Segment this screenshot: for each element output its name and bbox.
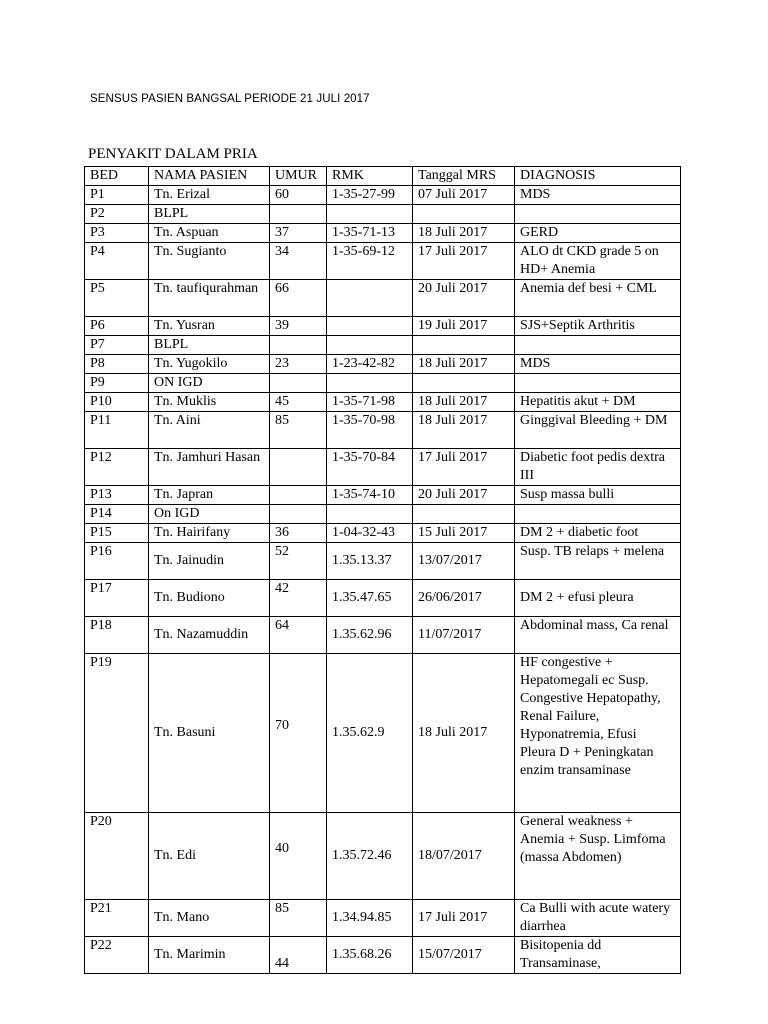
- cell-rmk: 1-04-32-43: [327, 524, 413, 543]
- cell-nama: On IGD: [149, 505, 270, 524]
- table-row: [85, 813, 681, 900]
- cell-rmk: 1.34.94.85: [327, 900, 413, 937]
- table-row: [85, 524, 681, 543]
- table-row: [85, 449, 681, 486]
- cell-nama: Tn. Mano: [149, 900, 270, 937]
- cell-diagnosis: [515, 374, 681, 393]
- cell-diagnosis: Hepatitis akut + DM: [515, 393, 681, 412]
- table-row: [85, 224, 681, 243]
- cell-nama: Tn. Japran: [149, 486, 270, 505]
- cell-tanggal: [413, 374, 515, 393]
- cell-tanggal: 26/06/2017: [413, 580, 515, 617]
- cell-tanggal: 17 Juli 2017: [413, 449, 515, 486]
- table-row: [85, 543, 681, 580]
- cell-diagnosis: SJS+Septik Arthritis: [515, 317, 681, 336]
- document-title: SENSUS PASIEN BANGSAL PERIODE 21 JULI 2017: [90, 93, 370, 105]
- table-row: [85, 937, 681, 974]
- cell-bed: P8: [85, 355, 149, 374]
- cell-bed: P20: [85, 813, 149, 900]
- cell-tanggal: [413, 336, 515, 355]
- cell-umur: 70: [270, 654, 327, 813]
- cell-nama: BLPL: [149, 205, 270, 224]
- cell-tanggal: 18/07/2017: [413, 813, 515, 900]
- cell-nama: Tn. Jainudin: [149, 543, 270, 580]
- cell-nama: Tn. Nazamuddin: [149, 617, 270, 654]
- cell-bed: P4: [85, 243, 149, 280]
- cell-diagnosis: [515, 505, 681, 524]
- cell-bed: P10: [85, 393, 149, 412]
- table-row: [85, 412, 681, 449]
- cell-nama: Tn. Aini: [149, 412, 270, 449]
- table-row: [85, 393, 681, 412]
- cell-nama: ON IGD: [149, 374, 270, 393]
- header-diagnosis: DIAGNOSIS: [515, 167, 681, 186]
- cell-umur: [270, 336, 327, 355]
- cell-umur: 60: [270, 186, 327, 205]
- cell-bed: P6: [85, 317, 149, 336]
- table-row: [85, 900, 681, 937]
- cell-bed: P14: [85, 505, 149, 524]
- cell-diagnosis: Abdominal mass, Ca renal: [515, 617, 681, 654]
- cell-tanggal: 17 Juli 2017: [413, 243, 515, 280]
- table-row: [85, 580, 681, 617]
- cell-diagnosis: Susp. TB relaps + melena: [515, 543, 681, 580]
- cell-rmk: [327, 505, 413, 524]
- cell-nama: Tn. Sugianto: [149, 243, 270, 280]
- cell-bed: P1: [85, 186, 149, 205]
- header-tanggal-mrs: Tanggal MRS: [413, 167, 515, 186]
- cell-umur: 45: [270, 393, 327, 412]
- table-row: [85, 205, 681, 224]
- cell-umur: [270, 505, 327, 524]
- cell-rmk: 1-35-71-98: [327, 393, 413, 412]
- cell-nama: Tn. Marimin: [149, 937, 270, 974]
- cell-rmk: 1.35.13.37: [327, 543, 413, 580]
- cell-rmk: 1.35.62.9: [327, 654, 413, 813]
- cell-bed: P3: [85, 224, 149, 243]
- cell-tanggal: 15 Juli 2017: [413, 524, 515, 543]
- cell-bed: P11: [85, 412, 149, 449]
- cell-diagnosis: [515, 336, 681, 355]
- cell-nama: Tn. Aspuan: [149, 224, 270, 243]
- cell-rmk: [327, 205, 413, 224]
- cell-bed: P17: [85, 580, 149, 617]
- cell-rmk: [327, 374, 413, 393]
- header-nama-pasien: NAMA PASIEN: [149, 167, 270, 186]
- cell-diagnosis: General weakness + Anemia + Susp. Limfoma (massa Abdomen): [515, 813, 681, 900]
- cell-bed: P5: [85, 280, 149, 317]
- cell-rmk: 1.35.47.65: [327, 580, 413, 617]
- header-bed: BED: [85, 167, 149, 186]
- cell-tanggal: 18 Juli 2017: [413, 654, 515, 813]
- cell-tanggal: [413, 205, 515, 224]
- cell-bed: P9: [85, 374, 149, 393]
- patient-census-table: [84, 166, 681, 974]
- table-row: [85, 317, 681, 336]
- cell-bed: P16: [85, 543, 149, 580]
- table-row: [85, 654, 681, 813]
- cell-bed: P7: [85, 336, 149, 355]
- cell-diagnosis: DM 2 + diabetic foot: [515, 524, 681, 543]
- cell-rmk: 1-35-74-10: [327, 486, 413, 505]
- cell-nama: Tn. Budiono: [149, 580, 270, 617]
- cell-nama: Tn. Edi: [149, 813, 270, 900]
- section-title: PENYAKIT DALAM PRIA: [88, 146, 258, 162]
- cell-umur: [270, 205, 327, 224]
- cell-umur: 85: [270, 412, 327, 449]
- cell-diagnosis: MDS: [515, 355, 681, 374]
- cell-rmk: [327, 280, 413, 317]
- table-row: [85, 280, 681, 317]
- cell-nama: Tn. Yusran: [149, 317, 270, 336]
- cell-umur: 66: [270, 280, 327, 317]
- cell-tanggal: 18 Juli 2017: [413, 393, 515, 412]
- table-row: [85, 374, 681, 393]
- cell-tanggal: 07 Juli 2017: [413, 186, 515, 205]
- cell-umur: 40: [270, 813, 327, 900]
- cell-diagnosis: MDS: [515, 186, 681, 205]
- table-row: [85, 336, 681, 355]
- cell-rmk: 1.35.68.26: [327, 937, 413, 974]
- cell-diagnosis: Diabetic foot pedis dextra III: [515, 449, 681, 486]
- cell-rmk: 1-35-69-12: [327, 243, 413, 280]
- cell-umur: 39: [270, 317, 327, 336]
- cell-diagnosis: ALO dt CKD grade 5 on HD+ Anemia: [515, 243, 681, 280]
- cell-diagnosis: [515, 205, 681, 224]
- cell-diagnosis: Bisitopenia dd Transaminase,: [515, 937, 681, 974]
- cell-rmk: 1-35-71-13: [327, 224, 413, 243]
- cell-tanggal: [413, 505, 515, 524]
- cell-bed: P2: [85, 205, 149, 224]
- cell-rmk: 1.35.72.46: [327, 813, 413, 900]
- header-rmk: RMK: [327, 167, 413, 186]
- cell-diagnosis: Susp massa bulli: [515, 486, 681, 505]
- cell-umur: 52: [270, 543, 327, 580]
- table-row: [85, 355, 681, 374]
- cell-umur: 34: [270, 243, 327, 280]
- table-row: [85, 186, 681, 205]
- cell-umur: 44: [270, 937, 327, 974]
- cell-rmk: 1-35-70-98: [327, 412, 413, 449]
- cell-nama: Tn. Jamhuri Hasan: [149, 449, 270, 486]
- table-row: [85, 617, 681, 654]
- cell-umur: 37: [270, 224, 327, 243]
- cell-umur: 36: [270, 524, 327, 543]
- cell-bed: P13: [85, 486, 149, 505]
- cell-bed: P18: [85, 617, 149, 654]
- cell-rmk: 1-23-42-82: [327, 355, 413, 374]
- cell-nama: BLPL: [149, 336, 270, 355]
- cell-umur: 64: [270, 617, 327, 654]
- cell-diagnosis: Ginggival Bleeding + DM: [515, 412, 681, 449]
- cell-tanggal: 20 Juli 2017: [413, 486, 515, 505]
- cell-tanggal: 18 Juli 2017: [413, 355, 515, 374]
- cell-nama: Tn. Erizal: [149, 186, 270, 205]
- cell-diagnosis: GERD: [515, 224, 681, 243]
- table-row: [85, 505, 681, 524]
- cell-tanggal: 18 Juli 2017: [413, 224, 515, 243]
- cell-rmk: 1.35.62.96: [327, 617, 413, 654]
- cell-diagnosis: Anemia def besi + CML: [515, 280, 681, 317]
- cell-tanggal: 18 Juli 2017: [413, 412, 515, 449]
- cell-bed: P12: [85, 449, 149, 486]
- cell-bed: P21: [85, 900, 149, 937]
- cell-rmk: [327, 336, 413, 355]
- cell-rmk: 1-35-27-99: [327, 186, 413, 205]
- cell-umur: 23: [270, 355, 327, 374]
- cell-tanggal: 17 Juli 2017: [413, 900, 515, 937]
- cell-umur: [270, 486, 327, 505]
- cell-diagnosis: HF congestive + Hepatomegali ec Susp. Congestive Hepatopathy, Renal Failure, Hyponatremia, Efusi Pleura D + Peningkatan enzim transaminase: [515, 654, 681, 813]
- cell-umur: [270, 449, 327, 486]
- header-umur: UMUR: [270, 167, 327, 186]
- cell-bed: P15: [85, 524, 149, 543]
- cell-nama: Tn. Basuni: [149, 654, 270, 813]
- cell-tanggal: 20 Juli 2017: [413, 280, 515, 317]
- table-row: [85, 243, 681, 280]
- cell-tanggal: 19 Juli 2017: [413, 317, 515, 336]
- cell-nama: Tn. Hairifany: [149, 524, 270, 543]
- cell-tanggal: 15/07/2017: [413, 937, 515, 974]
- cell-nama: Tn. taufiqurahman: [149, 280, 270, 317]
- cell-umur: 42: [270, 580, 327, 617]
- table-header-row: [85, 167, 681, 186]
- cell-tanggal: 13/07/2017: [413, 543, 515, 580]
- cell-bed: P19: [85, 654, 149, 813]
- cell-nama: Tn. Yugokilo: [149, 355, 270, 374]
- table-row: [85, 486, 681, 505]
- cell-diagnosis: DM 2 + efusi pleura: [515, 580, 681, 617]
- cell-bed: P22: [85, 937, 149, 974]
- cell-rmk: [327, 317, 413, 336]
- cell-tanggal: 11/07/2017: [413, 617, 515, 654]
- cell-umur: [270, 374, 327, 393]
- cell-rmk: 1-35-70-84: [327, 449, 413, 486]
- cell-diagnosis: Ca Bulli with acute watery diarrhea: [515, 900, 681, 937]
- cell-nama: Tn. Muklis: [149, 393, 270, 412]
- cell-umur: 85: [270, 900, 327, 937]
